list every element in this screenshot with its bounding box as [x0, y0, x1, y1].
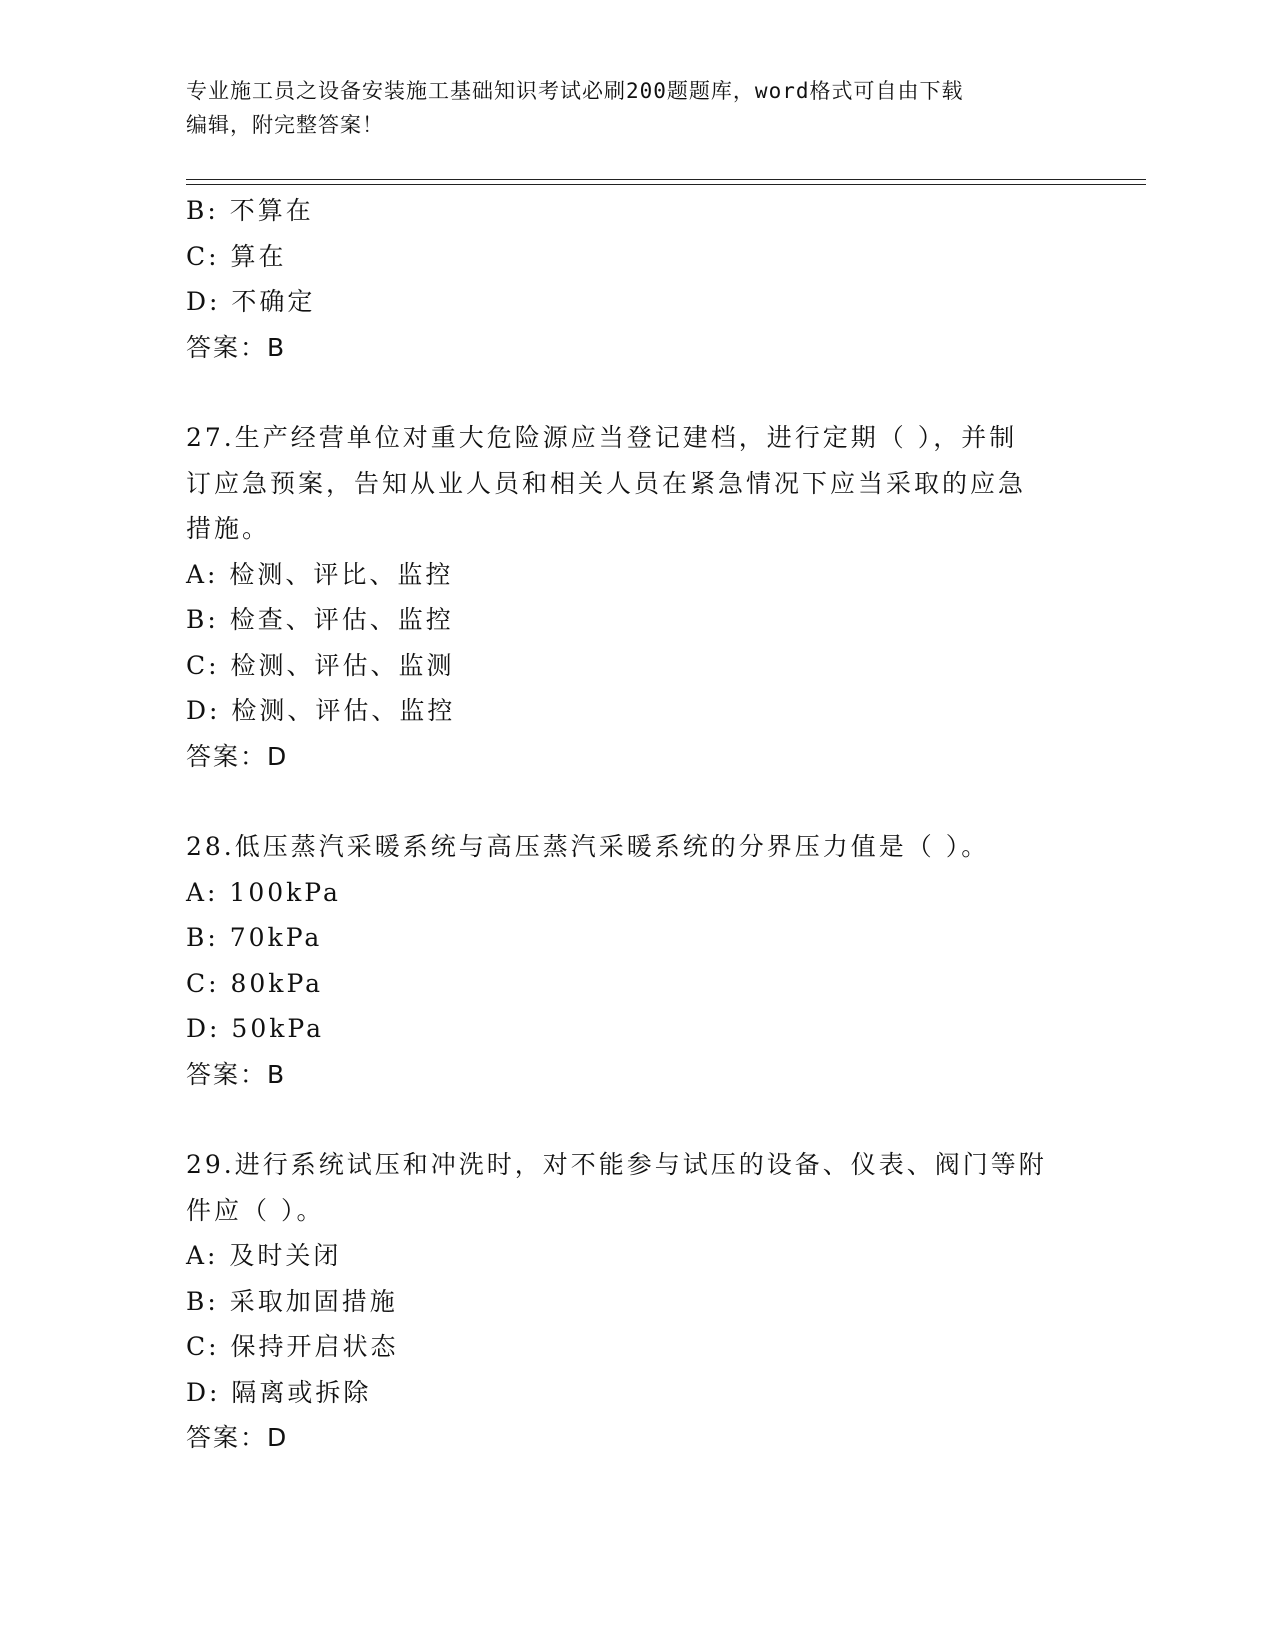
option-d: D: 检测、评估、监控 — [186, 696, 456, 725]
option-b: B: 70kPa — [186, 923, 323, 952]
question-stem-line: 措施。 — [186, 514, 271, 543]
option-a: A: 检测、评比、监控 — [186, 559, 454, 589]
spacer — [186, 370, 1086, 415]
option-b: B: 采取加固措施 — [186, 1286, 398, 1316]
option-a: A: 100kPa — [186, 877, 341, 907]
option-c: C: 检测、评估、监测 — [186, 650, 455, 680]
option-d: D: 50kPa — [186, 1014, 324, 1043]
option-b: B: 不算在 — [186, 196, 314, 225]
answer-line: 答案：B — [186, 332, 287, 362]
header-title-line-2: 编辑，附完整答案！ — [186, 113, 384, 137]
question-stem-line: 订应急预案，告知从业人员和相关人员在紧急情况下应当采取的应急 — [186, 468, 1027, 498]
option-b: B: 检查、评估、监控 — [186, 605, 454, 634]
question-29 — [186, 1142, 1086, 1461]
option-c: C: 算在 — [186, 241, 287, 271]
answer-line: 答案：D — [186, 741, 289, 771]
document-header — [186, 74, 1086, 142]
spacer — [186, 779, 1086, 824]
header-divider-top — [186, 179, 1146, 180]
question-28 — [186, 824, 1086, 1097]
question-stem-line: 件应（ ）。 — [186, 1195, 325, 1225]
question-content — [186, 188, 1086, 1461]
answer-line: 答案：D — [186, 1423, 289, 1452]
question-stem-line: 28.低压蒸汽采暖系统与高压蒸汽采暖系统的分界压力值是（ ）。 — [186, 832, 990, 861]
header-title-line-1: 专业施工员之设备安装施工基础知识考试必刷200题题库，word格式可自由下载 — [186, 79, 964, 103]
question-27 — [186, 415, 1086, 779]
question-stem-line: 27.生产经营单位对重大危险源应当登记建档，进行定期（ ），并制 — [186, 423, 1018, 452]
continued-question-block — [186, 188, 1086, 370]
option-c: C: 保持开启状态 — [186, 1332, 399, 1361]
option-d: D: 不确定 — [186, 287, 316, 316]
header-divider-bottom — [186, 184, 1146, 185]
spacer — [186, 1097, 1086, 1142]
option-c: C: 80kPa — [186, 968, 324, 998]
answer-line: 答案：B — [186, 1059, 287, 1089]
option-d: D: 隔离或拆除 — [186, 1377, 372, 1407]
option-a: A: 及时关闭 — [186, 1241, 342, 1270]
question-stem-line: 29.进行系统试压和冲洗时，对不能参与试压的设备、仪表、阀门等附 — [186, 1150, 1047, 1179]
